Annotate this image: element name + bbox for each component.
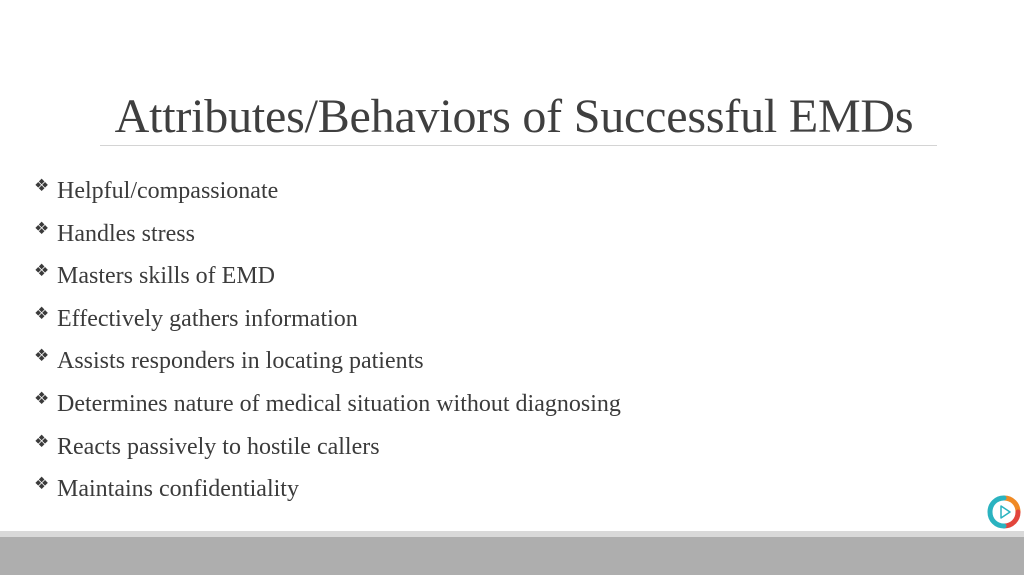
diamond-quad-bullet-icon: ❖ <box>34 261 50 282</box>
list-item <box>34 257 621 300</box>
bullet-text: Determines nature of medical situation without diagnosing <box>57 390 621 417</box>
slide-title: Attributes/Behaviors of Successful EMDs <box>114 90 914 143</box>
diamond-quad-bullet-icon: ❖ <box>34 218 50 239</box>
list-item <box>34 342 621 385</box>
bullet-text: Assists responders in locating patients <box>57 348 424 375</box>
bullet-text: Reacts passively to hostile callers <box>57 433 380 460</box>
footer-bar <box>0 537 1024 575</box>
list-item <box>34 172 621 215</box>
bullet-text: Maintains confidentiality <box>57 476 299 503</box>
logo-icon <box>987 495 1021 529</box>
list-item <box>34 428 621 471</box>
list-item <box>34 300 621 343</box>
list-item <box>34 385 621 428</box>
diamond-quad-bullet-icon: ❖ <box>34 176 50 196</box>
title-underline-divider <box>100 145 937 146</box>
bullet-text: Masters skills of EMD <box>57 263 275 290</box>
diamond-quad-bullet-icon: ❖ <box>34 431 50 452</box>
diamond-quad-bullet-icon: ❖ <box>34 303 50 324</box>
diamond-quad-bullet-icon: ❖ <box>34 388 50 409</box>
bullet-text: Helpful/compassionate <box>57 178 279 204</box>
diamond-quad-bullet-icon: ❖ <box>34 346 50 367</box>
bullet-text: Handles stress <box>57 220 195 247</box>
bullet-list <box>34 172 621 513</box>
diamond-quad-bullet-icon: ❖ <box>34 474 50 495</box>
bullet-text: Effectively gathers information <box>57 305 358 332</box>
list-item <box>34 470 621 513</box>
list-item <box>34 215 621 258</box>
